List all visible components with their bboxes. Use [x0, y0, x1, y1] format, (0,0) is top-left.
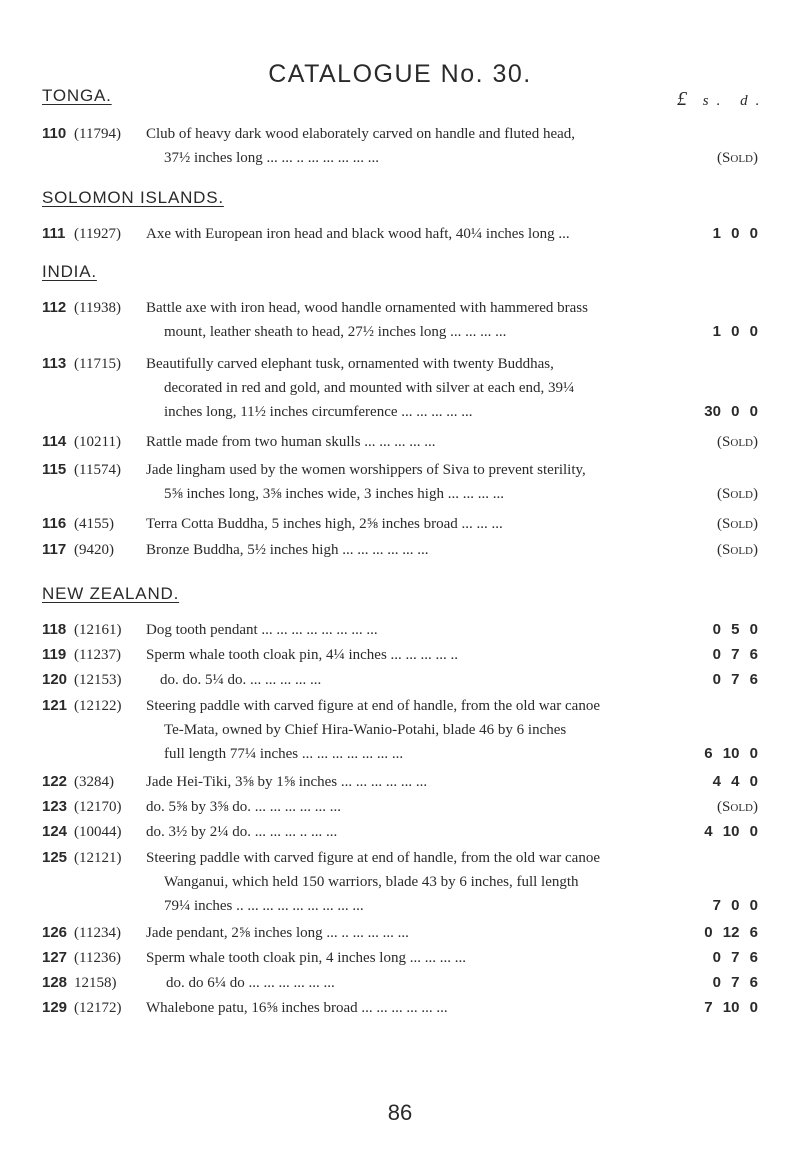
- section-heading-solomon-islands: SOLOMON ISLANDS.: [42, 188, 224, 207]
- lot-number: 117: [42, 541, 67, 558]
- section-heading-tonga: TONGA.: [42, 86, 112, 105]
- entry-description: decorated in red and gold, and mounted with silver at each end, 39¼: [164, 380, 575, 396]
- entry-price: 1 0 0: [712, 225, 758, 242]
- entry-description: 79¼ inches .. ... ... ... ... ... ... ... ...: [164, 898, 364, 914]
- entry-price: 6 10 0: [704, 745, 758, 762]
- entry-description: do. 3½ by 2¼ do. ... ... ... .. ... ...: [146, 824, 338, 840]
- pound-symbol: £: [677, 88, 691, 110]
- lot-number: 126: [42, 924, 68, 941]
- lot-number: 123: [42, 798, 68, 815]
- entry-description: Axe with European iron head and black wood haft, 40¼ inches long ...: [146, 226, 570, 242]
- catalogue-ref: (11794): [74, 126, 121, 142]
- catalogue-ref: (11234): [74, 925, 121, 941]
- catalogue-ref: (12172): [74, 1000, 122, 1016]
- entry-description: Bronze Buddha, 5½ inches high ... ... ... ... ... ...: [146, 542, 429, 558]
- entry-description: Jade pendant, 2⅝ inches long ... .. ... ... ... ...: [146, 925, 409, 941]
- lot-number: 127: [42, 949, 68, 966]
- catalogue-ref: 12158): [74, 975, 117, 991]
- entry-description: Terra Cotta Buddha, 5 inches high, 2⅝ inches broad ... ... ...: [146, 516, 503, 532]
- lot-number: 125: [42, 849, 68, 866]
- catalogue-ref: (11237): [74, 647, 121, 663]
- lot-number: 116: [42, 515, 67, 532]
- entry-price: 0 7 6: [712, 646, 758, 663]
- entry-price: (Sold): [717, 799, 758, 815]
- entry-price: 1 0 0: [712, 323, 758, 340]
- page-number: 86: [387, 1100, 413, 1125]
- entry-price: 0 12 6: [704, 924, 758, 941]
- lot-number: 118: [42, 621, 67, 638]
- currency-column-header: [677, 88, 767, 111]
- entry-price: (Sold): [717, 516, 758, 532]
- page-title: CATALOGUE No. 30.: [268, 60, 532, 88]
- lot-number: 120: [42, 671, 68, 688]
- catalogue-ref: (12153): [74, 672, 122, 688]
- entry-description: full length 77¼ inches ... ... ... ... ... ... ...: [164, 746, 404, 762]
- entry-price: 30 0 0: [704, 403, 758, 420]
- entry-description: Dog tooth pendant ... ... ... ... ... ... ... ...: [146, 622, 378, 638]
- lot-number: 112: [42, 299, 67, 316]
- section-heading-india: INDIA.: [42, 262, 97, 281]
- entry-price: 4 10 0: [704, 823, 758, 840]
- catalogue-ref: (9420): [74, 542, 114, 558]
- entry-description: Jade Hei-Tiki, 3⅝ by 1⅝ inches ... ... ... ... ... ...: [146, 774, 428, 790]
- catalogue-ref: (10211): [74, 434, 121, 450]
- catalogue-ref: (12122): [74, 698, 122, 714]
- entry-description: Te-Mata, owned by Chief Hira-Wanio-Potahi, blade 46 by 6 inches: [164, 722, 567, 738]
- entry-description: Jade lingham used by the women worshippers of Siva to prevent sterility,: [146, 462, 586, 478]
- entry-description: Sperm whale tooth cloak pin, 4 inches long ... ... ... ...: [146, 950, 466, 966]
- entry-description: Wanganui, which held 150 warriors, blade 43 by 6 inches, full length: [164, 874, 579, 890]
- entry-description: Beautifully carved elephant tusk, ornamented with twenty Buddhas,: [146, 356, 554, 372]
- entry-price: 0 5 0: [712, 621, 758, 638]
- shillings-label: s.: [702, 93, 729, 109]
- entry-description: do. 5⅝ by 3⅝ do. ... ... ... ... ... ...: [146, 799, 341, 815]
- catalogue-ref: (12161): [74, 622, 122, 638]
- pence-label: d.: [740, 93, 768, 109]
- entry-description: do. do. 5¼ do. ... ... ... ... ...: [160, 672, 322, 688]
- section-heading-new-zealand: NEW ZEALAND.: [42, 584, 180, 603]
- entry-description: inches long, 11½ inches circumference ... ... ... ... ...: [164, 404, 473, 420]
- lot-number: 111: [42, 225, 66, 242]
- entry-price: 7 10 0: [704, 999, 758, 1016]
- entry-description: do. do 6¼ do ... ... ... ... ... ...: [166, 975, 335, 991]
- catalogue-ref: (11574): [74, 462, 121, 478]
- entry-description: Club of heavy dark wood elaborately carved on handle and fluted head,: [146, 126, 576, 142]
- entry-description: Whalebone patu, 16⅝ inches broad ... ... ... ... ... ...: [146, 1000, 448, 1016]
- entry-description: mount, leather sheath to head, 27½ inches long ... ... ... ...: [164, 324, 507, 340]
- entry-description: Steering paddle with carved figure at end of handle, from the old war canoe: [146, 698, 600, 714]
- catalogue-ref: (3284): [74, 774, 114, 790]
- catalogue-ref: (12121): [74, 850, 122, 866]
- entry-description: Rattle made from two human skulls ... ... ... ... ...: [146, 434, 436, 450]
- entry-description: Battle axe with iron head, wood handle ornamented with hammered brass: [146, 300, 588, 316]
- entry-price: 4 4 0: [712, 773, 758, 790]
- lot-number: 122: [42, 773, 68, 790]
- entry-price: (Sold): [717, 150, 758, 166]
- entry-price: (Sold): [717, 434, 758, 450]
- catalogue-ref: (4155): [74, 516, 114, 532]
- entry-description: Sperm whale tooth cloak pin, 4¼ inches ... ... ... ... ..: [146, 647, 459, 663]
- entry-description: 5⅝ inches long, 3⅝ inches wide, 3 inches high ... ... ... ...: [164, 486, 504, 502]
- entry-price: (Sold): [717, 542, 758, 558]
- lot-number: 119: [42, 646, 67, 663]
- catalogue-ref: (11236): [74, 950, 121, 966]
- lot-number: 124: [42, 823, 68, 840]
- catalogue-ref: (11927): [74, 226, 121, 242]
- entry-description: 37½ inches long ... ... .. ... ... ... ... ...: [164, 150, 379, 166]
- entry-price: 0 7 6: [712, 974, 758, 991]
- lot-number: 115: [42, 461, 67, 478]
- lot-number: 114: [42, 433, 67, 450]
- catalogue-ref: (12170): [74, 799, 122, 815]
- lot-number: 129: [42, 999, 68, 1016]
- lot-number: 113: [42, 355, 67, 372]
- entry-description: Steering paddle with carved figure at end of handle, from the old war canoe: [146, 850, 600, 866]
- entry-price: (Sold): [717, 486, 758, 502]
- catalogue-ref: (11938): [74, 300, 121, 316]
- catalogue-ref: (11715): [74, 356, 121, 372]
- lot-number: 121: [42, 697, 68, 714]
- entry-price: 0 7 6: [712, 949, 758, 966]
- lot-number: 110: [42, 125, 67, 142]
- lot-number: 128: [42, 974, 68, 991]
- entry-price: 7 0 0: [712, 897, 758, 914]
- entry-price: 0 7 6: [712, 671, 758, 688]
- catalogue-ref: (10044): [74, 824, 122, 840]
